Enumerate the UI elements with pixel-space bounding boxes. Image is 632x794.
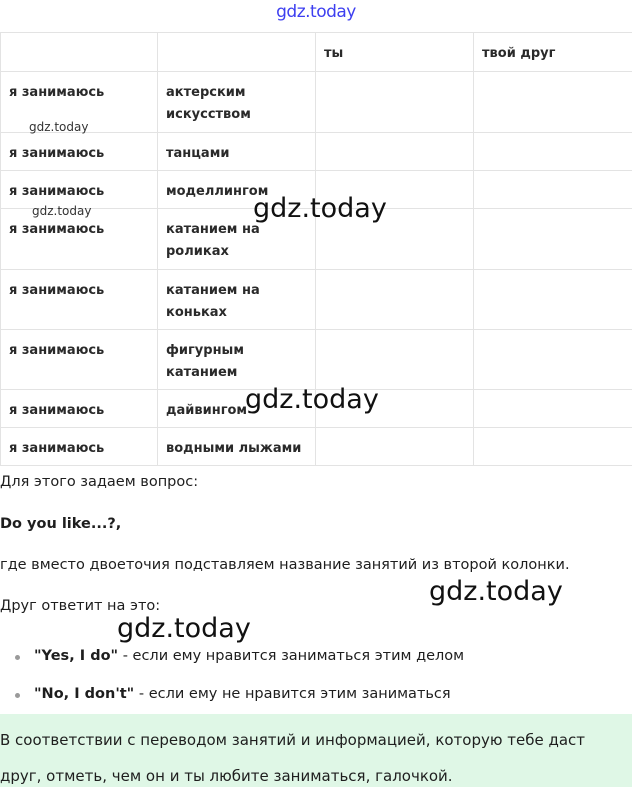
friend-check-cell[interactable] — [474, 390, 632, 428]
table-row — [1, 330, 632, 390]
subject-cell: я занимаюсь — [1, 428, 158, 466]
you-check-cell[interactable] — [316, 428, 474, 466]
subject-cell: я занимаюсь — [1, 330, 158, 390]
list-item — [0, 686, 632, 702]
table-row — [1, 270, 632, 330]
you-check-cell[interactable] — [316, 330, 474, 390]
you-check-cell[interactable] — [316, 133, 474, 171]
you-check-cell[interactable] — [316, 72, 474, 133]
answer-meaning: - если ему нравится заниматься этим делом — [118, 648, 464, 664]
question-intro: Для этого задаем вопрос: — [0, 474, 198, 490]
friend-check-cell[interactable] — [474, 209, 632, 270]
subject-cell: я занимаюсь — [1, 171, 158, 209]
header-cell — [1, 33, 158, 72]
subject-cell: я занимаюсь — [1, 72, 158, 133]
question-template: Do you like...?, — [0, 516, 121, 532]
table-row — [1, 428, 632, 466]
watermark-text: gdz.today — [117, 613, 251, 644]
table-row — [1, 72, 632, 133]
header-cell — [158, 33, 316, 72]
friend-check-cell[interactable] — [474, 428, 632, 466]
instruction-note: В соответствии с переводом занятий и информацией, которую тебе даст друг, отметь, чем он и ты любите заниматься, галочкой. — [0, 714, 632, 787]
subject-cell: я занимаюсь — [1, 390, 158, 428]
activity-cell: катанием на коньках — [158, 270, 316, 330]
list-item — [0, 648, 632, 664]
activity-cell: дайвингом — [158, 390, 316, 428]
friend-check-cell[interactable] — [474, 171, 632, 209]
watermark-text: gdz.today — [29, 120, 88, 134]
activity-cell: водными лыжами — [158, 428, 316, 466]
watermark-text: gdz.today — [253, 193, 387, 224]
bullet-icon — [15, 655, 20, 660]
answer-phrase: "No, I don't" — [34, 686, 134, 702]
table-header-row — [1, 33, 632, 72]
activity-cell: актерским искусством — [158, 72, 316, 133]
activity-cell: фигурным катанием — [158, 330, 316, 390]
activity-cell: катанием на роликах — [158, 209, 316, 270]
answer-meaning: - если ему не нравится этим заниматься — [134, 686, 450, 702]
bullet-icon — [15, 693, 20, 698]
explanation-text: где вместо двоеточия подставляем название занятий из второй колонки. — [0, 557, 570, 573]
header-cell-friend: твой друг — [474, 33, 632, 72]
answer-intro: Друг ответит на это: — [0, 598, 160, 614]
friend-check-cell[interactable] — [474, 133, 632, 171]
subject-cell: я занимаюсь — [1, 270, 158, 330]
watermark-text: gdz.today — [32, 204, 91, 218]
friend-check-cell[interactable] — [474, 270, 632, 330]
subject-cell: я занимаюсь — [1, 209, 158, 270]
answer-phrase: "Yes, I do" — [34, 648, 118, 664]
friend-check-cell[interactable] — [474, 330, 632, 390]
activity-cell: танцами — [158, 133, 316, 171]
subject-cell: я занимаюсь — [1, 133, 158, 171]
answers-list — [0, 640, 632, 672]
header-cell-you: ты — [316, 33, 474, 72]
site-watermark-logo: gdz.today — [0, 2, 632, 22]
friend-check-cell[interactable] — [474, 72, 632, 133]
activity-cell: моделлингом — [158, 171, 316, 209]
you-check-cell[interactable] — [316, 270, 474, 330]
table-row — [1, 133, 632, 171]
watermark-text: gdz.today — [245, 384, 379, 415]
watermark-text: gdz.today — [429, 576, 563, 607]
